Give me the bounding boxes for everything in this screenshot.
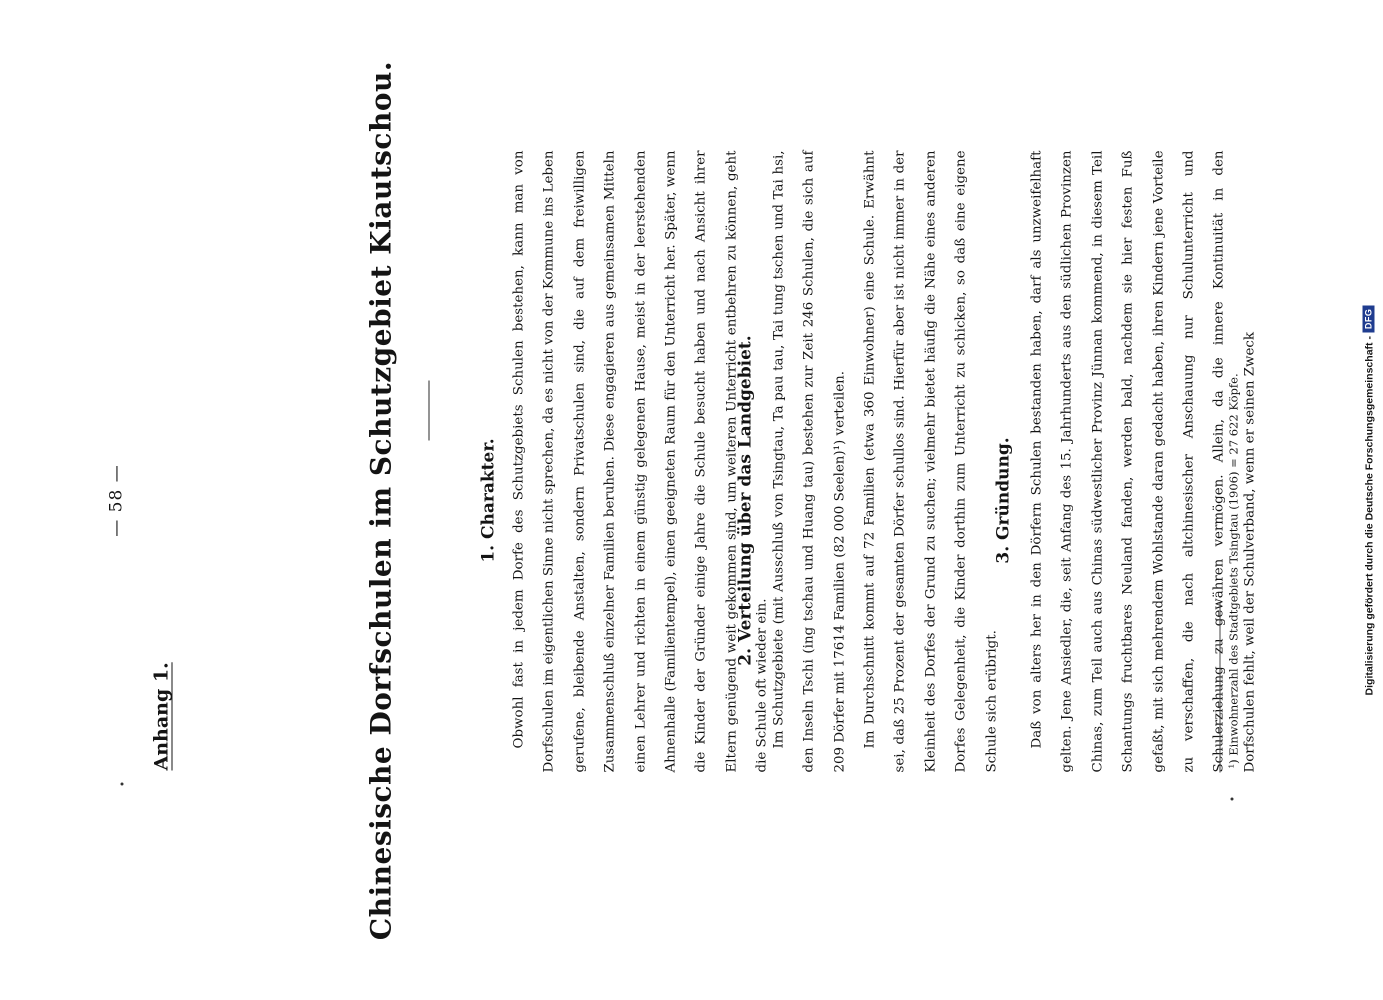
- title-divider: [428, 380, 429, 440]
- digitization-credit: Digitalisierung gefördert durch die Deutsche Forschungsgemeinschaft -DFG: [1362, 0, 1375, 1000]
- page-title: Chinesische Dorfschulen im Schutzgebiet Kiautschou.: [364, 60, 397, 940]
- appendix-label: Anhang 1.: [150, 661, 172, 770]
- page-number: — 58 —: [106, 463, 126, 537]
- section-paragraph: Im Schutzgebiete (mit Ausschluß von Tsingtau, Ta pau tau, Tai tung tschen und Tai hsi, den Inseln Tschi (ing tschau und Huang tau) bestehen zur Zeit 246 Schulen, die sich auf 209 Dörfer mit 17614 Familien (82 000 Seelen)¹) verteilen.: [771, 150, 847, 772]
- section-paragraph: Daß von alters her in den Dörfern Schulen bestanden haben, darf als unzweifelhaft gelten. Jene Ansiedler, die, seit Anfang des 15. Jahrhunderts aus den südlichen Provinzen Chinas, zum Teil auch aus Chinas südwestlicher Provinz Jünnan kommend, in diesem Teil Schantungs fruchtbares Neuland fanden, werden bald, nachdem sie hier festen Fuß gefaßt, mit sich mehrendem Wohlstande daran gedacht haben, ihren Kindern jene Vorteile zu verschaffen, die nach altchinesischer Anschauung nur Schulunterricht und Schulerziehung zu gewähren vermögen. Allein, da die innere Kontinuität in den Dorfschulen fehlt, weil der Schulverband, wenn er seinen Zweck: [1029, 150, 1257, 772]
- section-heading-gruendung: 3. Gründung.: [993, 436, 1013, 564]
- section-heading-verteilung: 2. Verteilung über das Landgebiet.: [735, 334, 755, 666]
- section-heading-charakter: 1. Charakter.: [478, 437, 498, 563]
- section-paragraph: Obwohl fast in jedem Dorfe des Schutzgebiets Schulen bestehen, kann man von Dorfschulen im eigentlichen Sinne nicht sprechen, da es nicht von der Kommune ins Leben gerufene, bleibende Anstalten, sondern Privatschulen sind, die auf dem freiwilligen Zusammenschluß einzelner Familien beruhen. Diese engagieren aus gemeinsamen Mitteln einen Lehrer und richten in einem günstig gelegenen Hause, meist in der leerstehenden Ahnenhalle (Familientempel), einen geeigneten Raum für den Unterricht her. Später, wenn die Kinder der Gründer einige Jahre die Schule besucht haben und nach Ansicht ihrer Eltern genügend weit gekommen sind, um weiteren Unterricht entbehren zu können, geht die Schule oft wieder ein.: [511, 150, 770, 772]
- footnote: ¹) Einwohnerzahl des Stadtgebiets Tsingtau (1906) = 27 622 Köpfe.: [1226, 372, 1240, 768]
- scan-speck: [120, 782, 123, 785]
- section-paragraph: Im Durchschnitt kommt auf 72 Familien (etwa 360 Einwohner) eine Schule. Erwähnt sei, daß 25 Prozent der gesamten Dörfer schullos sind. Hierfür aber ist nicht immer in der Kleinheit des Dorfes der Grund zu suchen; vielmehr bietet häufig die Nähe eines anderen Dorfes Gelegenheit, die Kinder dorthin zum Unterricht zu schicken, so daß eine eigene Schule sich erübrigt.: [862, 150, 999, 772]
- footnote-divider: [1219, 602, 1220, 772]
- scan-speck: [1230, 797, 1233, 800]
- dfg-logo: DFG: [1362, 305, 1374, 332]
